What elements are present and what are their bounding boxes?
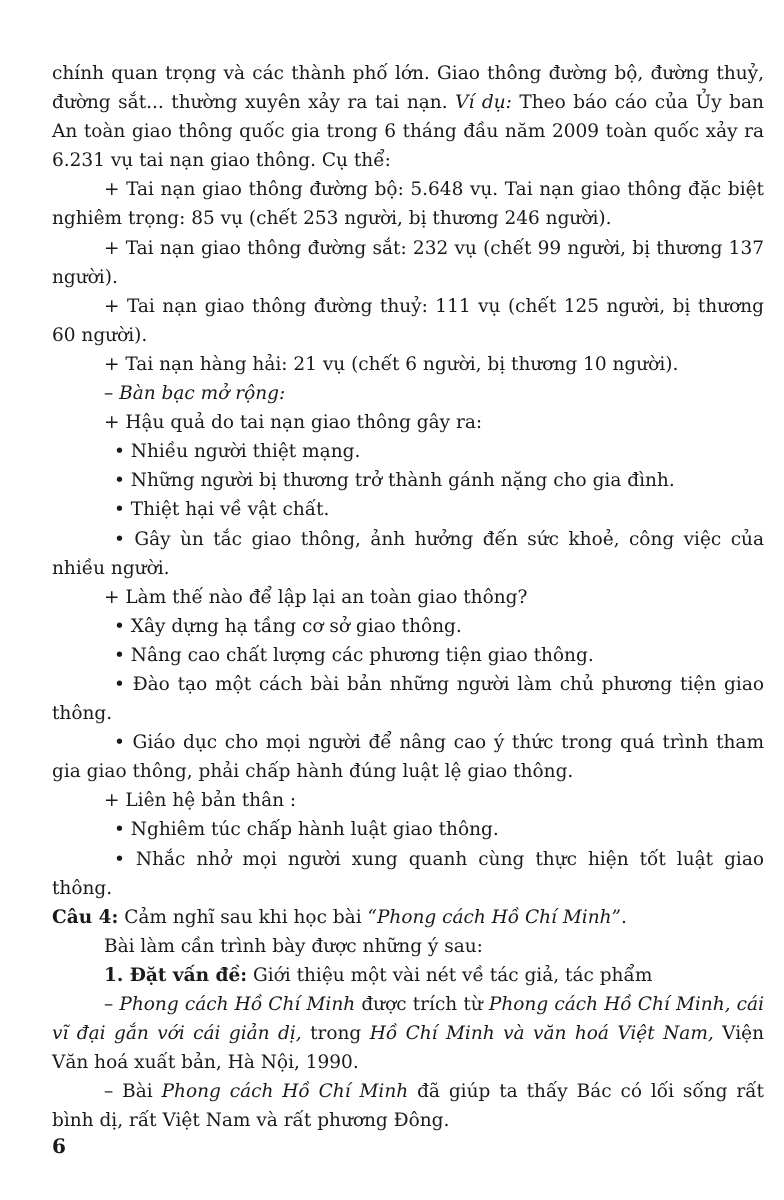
book-title: Phong cách Hồ Chí Minh, cái vĩ đại gắn với cái giản dị, — [52, 994, 764, 1045]
work-title: Phong cách Hồ Chí Minh — [119, 994, 356, 1015]
section-text: Giới thiệu một vài nét về tác giả, tác phẩm — [252, 964, 653, 986]
list-item: • Đào tạo một cách bài bản những người làm chủ phương tiện giao thông. — [52, 673, 764, 725]
source-text: trong — [301, 1023, 370, 1045]
question-text: Cảm nghĩ sau khi học bài — [124, 906, 362, 928]
self-heading: + Liên hệ bản thân : — [104, 790, 297, 812]
collection-title: Hồ Chí Minh và văn hoá Việt Nam, — [369, 1023, 714, 1045]
list-item: • Nhiều người thiệt mạng. — [114, 441, 361, 463]
dash: – Bài — [104, 1081, 162, 1103]
question-label: Câu 4: — [52, 906, 119, 928]
stat-water: + Tai nạn giao thông đường thuỷ: 111 vụ (chết 125 người, bị thương 60 người). — [52, 295, 764, 346]
question-4 — [52, 903, 764, 932]
consequences-heading: + Hậu quả do tai nạn giao thông gây ra: — [104, 412, 483, 434]
page-content — [52, 59, 764, 1135]
section-label: 1. Đặt vấn đề: — [104, 964, 248, 986]
dash: – — [104, 994, 120, 1015]
list-item: • Nghiêm túc chấp hành luật giao thông. — [114, 819, 499, 841]
source-text: được trích từ — [355, 994, 489, 1015]
lifestyle-paragraph — [52, 1077, 764, 1135]
section-1 — [52, 961, 764, 990]
list-item: • Giáo dục cho mọi người để nâng cao ý thức trong quá trình tham gia giao thông, phải chấp hành đúng luật lệ giao thông. — [52, 732, 764, 783]
work-title: Phong cách Hồ Chí Minh — [161, 1081, 409, 1103]
stat-maritime: + Tai nạn hàng hải: 21 vụ (chết 6 người, bị thương 10 người). — [104, 353, 679, 375]
list-item: • Những người bị thương trở thành gánh nặng cho gia đình. — [114, 470, 675, 492]
list-item: • Nâng cao chất lượng các phương tiện giao thông. — [114, 644, 594, 666]
list-item: • Nhắc nhở mọi người xung quanh cùng thực hiện tốt luật giao thông. — [52, 848, 764, 899]
intro-text: chính quan trọng và các thành phố lớn. Giao thông đường bộ, đường thuỷ, đường sắt... thường xuyên xảy ra tai nạn. — [52, 63, 764, 114]
stat-road: + Tai nạn giao thông đường bộ: 5.648 vụ. Tai nạn giao thông đặc biệt nghiêm trọng: 85 vụ (chết 253 người, bị thương 246 người). — [52, 179, 764, 230]
question-title: “Phong cách Hồ Chí Minh” — [367, 906, 621, 928]
solutions-heading: + Làm thế nào để lập lại an toàn giao thông? — [104, 586, 528, 608]
example-text: Theo báo cáo của Ủy ban An toàn giao thông quốc gia trong 6 tháng đầu năm 2009 toàn quốc xảy ra 6.231 vụ tai nạn giao thông. Cụ thể: — [52, 92, 764, 172]
answer-intro: Bài làm cần trình bày được những ý sau: — [104, 935, 483, 957]
publisher-text: Viện Văn hoá xuất bản, Hà Nội, 1990. — [52, 1023, 764, 1074]
page-number: 6 — [52, 1134, 66, 1158]
question-end: . — [621, 906, 627, 928]
lifestyle-text: đã giúp ta thấy Bác có lối sống rất bình dị, rất Việt Nam và rất phương Đông. — [52, 1081, 764, 1132]
example-label: Ví dụ: — [455, 92, 512, 114]
paragraph-intro — [52, 59, 764, 175]
list-item: • Xây dựng hạ tầng cơ sở giao thông. — [114, 615, 462, 637]
discussion-heading: – Bàn bạc mở rộng: — [104, 383, 286, 405]
list-item: • Thiệt hại về vật chất. — [114, 499, 330, 521]
stat-rail: + Tai nạn giao thông đường sắt: 232 vụ (chết 99 người, bị thương 137 người). — [52, 237, 764, 288]
source-paragraph — [52, 990, 764, 1077]
list-item: • Gây ùn tắc giao thông, ảnh hưởng đến sức khoẻ, công việc của nhiều người. — [52, 528, 764, 579]
